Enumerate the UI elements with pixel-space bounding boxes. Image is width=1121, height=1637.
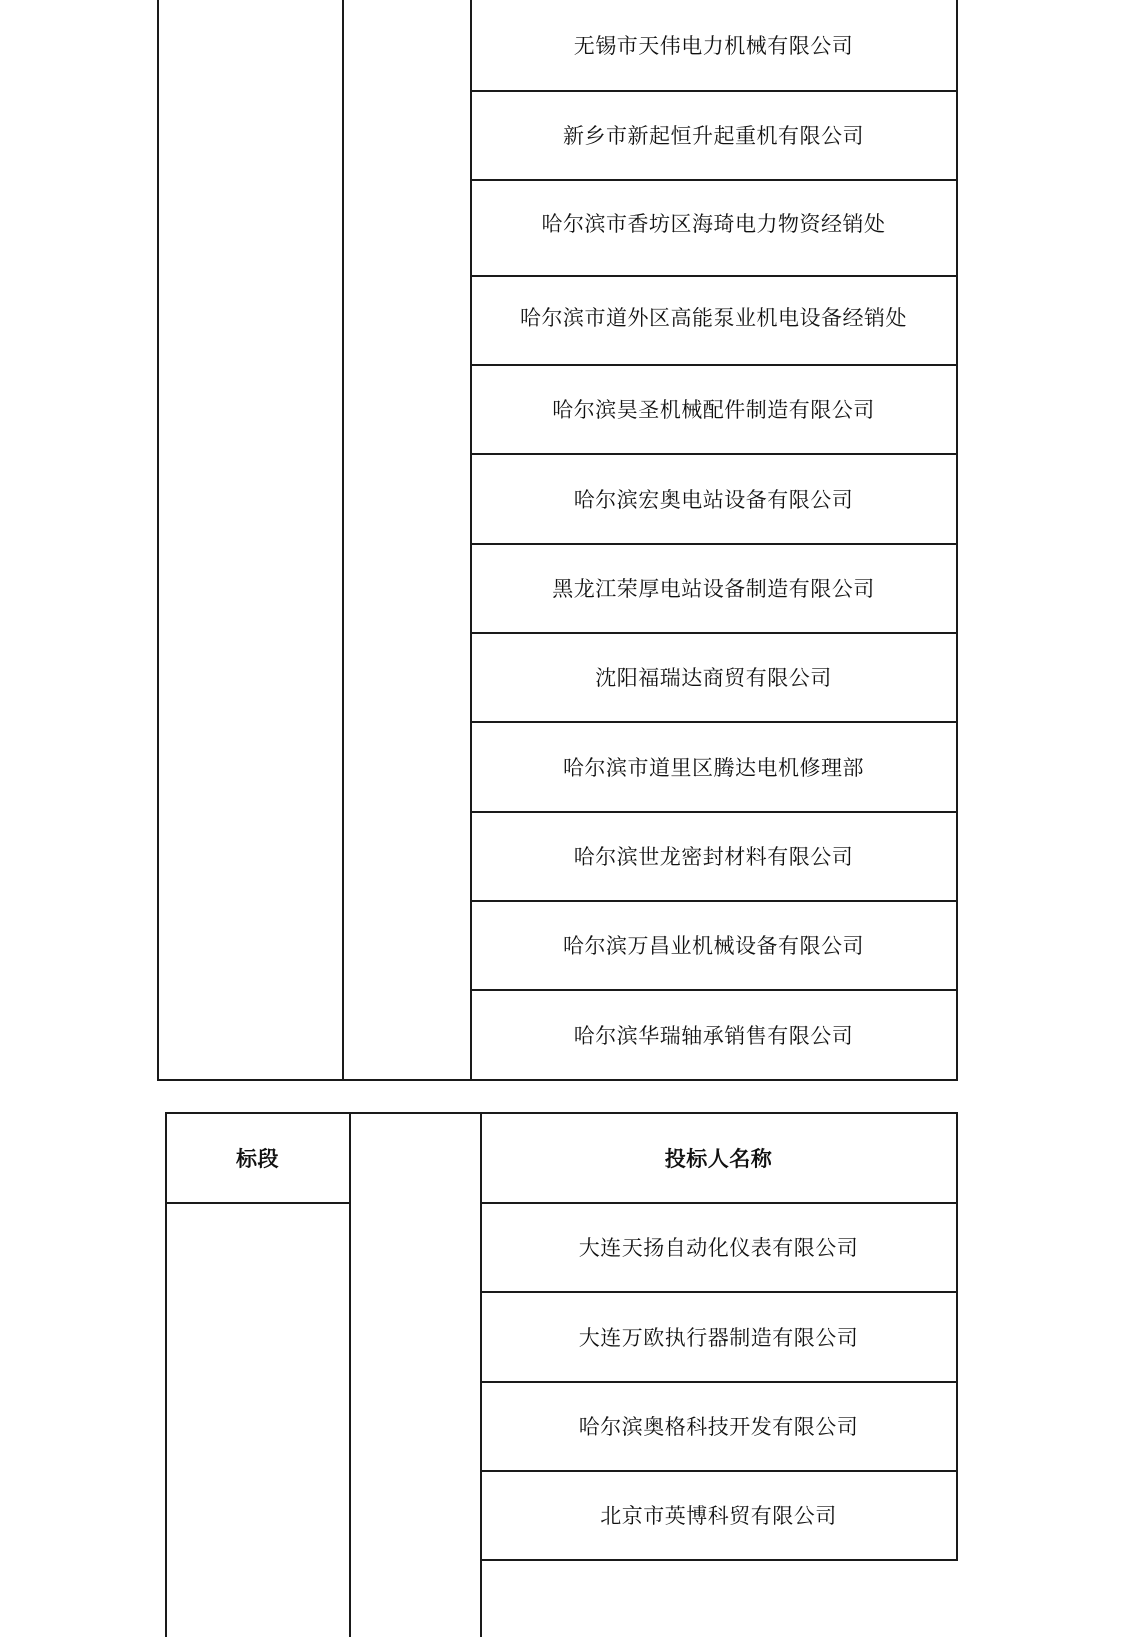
table-cell-bidder: 哈尔滨市道外区高能泵业机电设备经销处: [520, 306, 907, 330]
column-header-bidder-name: 投标人名称: [664, 1146, 773, 1171]
table-cell-bidder: 哈尔滨市香坊区海琦电力物资经销处: [541, 211, 886, 236]
table-top-divider-1: [342, 0, 344, 1080]
table-cell-bidder: 大连万欧执行器制造有限公司: [578, 1325, 859, 1350]
table-cell-bidder: 哈尔滨宏奥电站设备有限公司: [573, 487, 854, 512]
table-cell-bidder: 北京市英博科贸有限公司: [600, 1504, 837, 1528]
table-cell-bidder: 沈阳福瑞达商贸有限公司: [595, 666, 832, 690]
table-cell-bidder: 哈尔滨奥格科技开发有限公司: [578, 1415, 859, 1439]
table-bottom-divider-1: [349, 1112, 351, 1637]
table-top-border-left: [157, 0, 159, 1080]
table-cell-bidder: 哈尔滨昊圣机械配件制造有限公司: [552, 398, 875, 422]
table-cell-bidder: 哈尔滨万昌业机械设备有限公司: [563, 934, 864, 958]
table-cell-bidder: 哈尔滨世龙密封材料有限公司: [573, 845, 854, 869]
table-top-border-bottom: [157, 1079, 958, 1081]
table-cell-bidder: 黑龙江荣厚电站设备制造有限公司: [552, 577, 875, 601]
table-cell-bidder: 无锡市天伟电力机械有限公司: [573, 34, 854, 58]
table-bottom-border-right: [956, 1112, 958, 1560]
table-top-border-right: [956, 0, 958, 1080]
table-cell-bidder: 哈尔滨华瑞轴承销售有限公司: [573, 1023, 854, 1048]
table-cell-bidder: 大连天扬自动化仪表有限公司: [578, 1236, 859, 1260]
row-separator: [480, 1559, 958, 1561]
table-cell-bidder: 新乡市新起恒升起重机有限公司: [563, 124, 864, 148]
column-header-segment: 标段: [236, 1146, 279, 1171]
table-cell-bidder: 哈尔滨市道里区腾达电机修理部: [563, 755, 864, 780]
header-separator-segment: [165, 1202, 350, 1204]
